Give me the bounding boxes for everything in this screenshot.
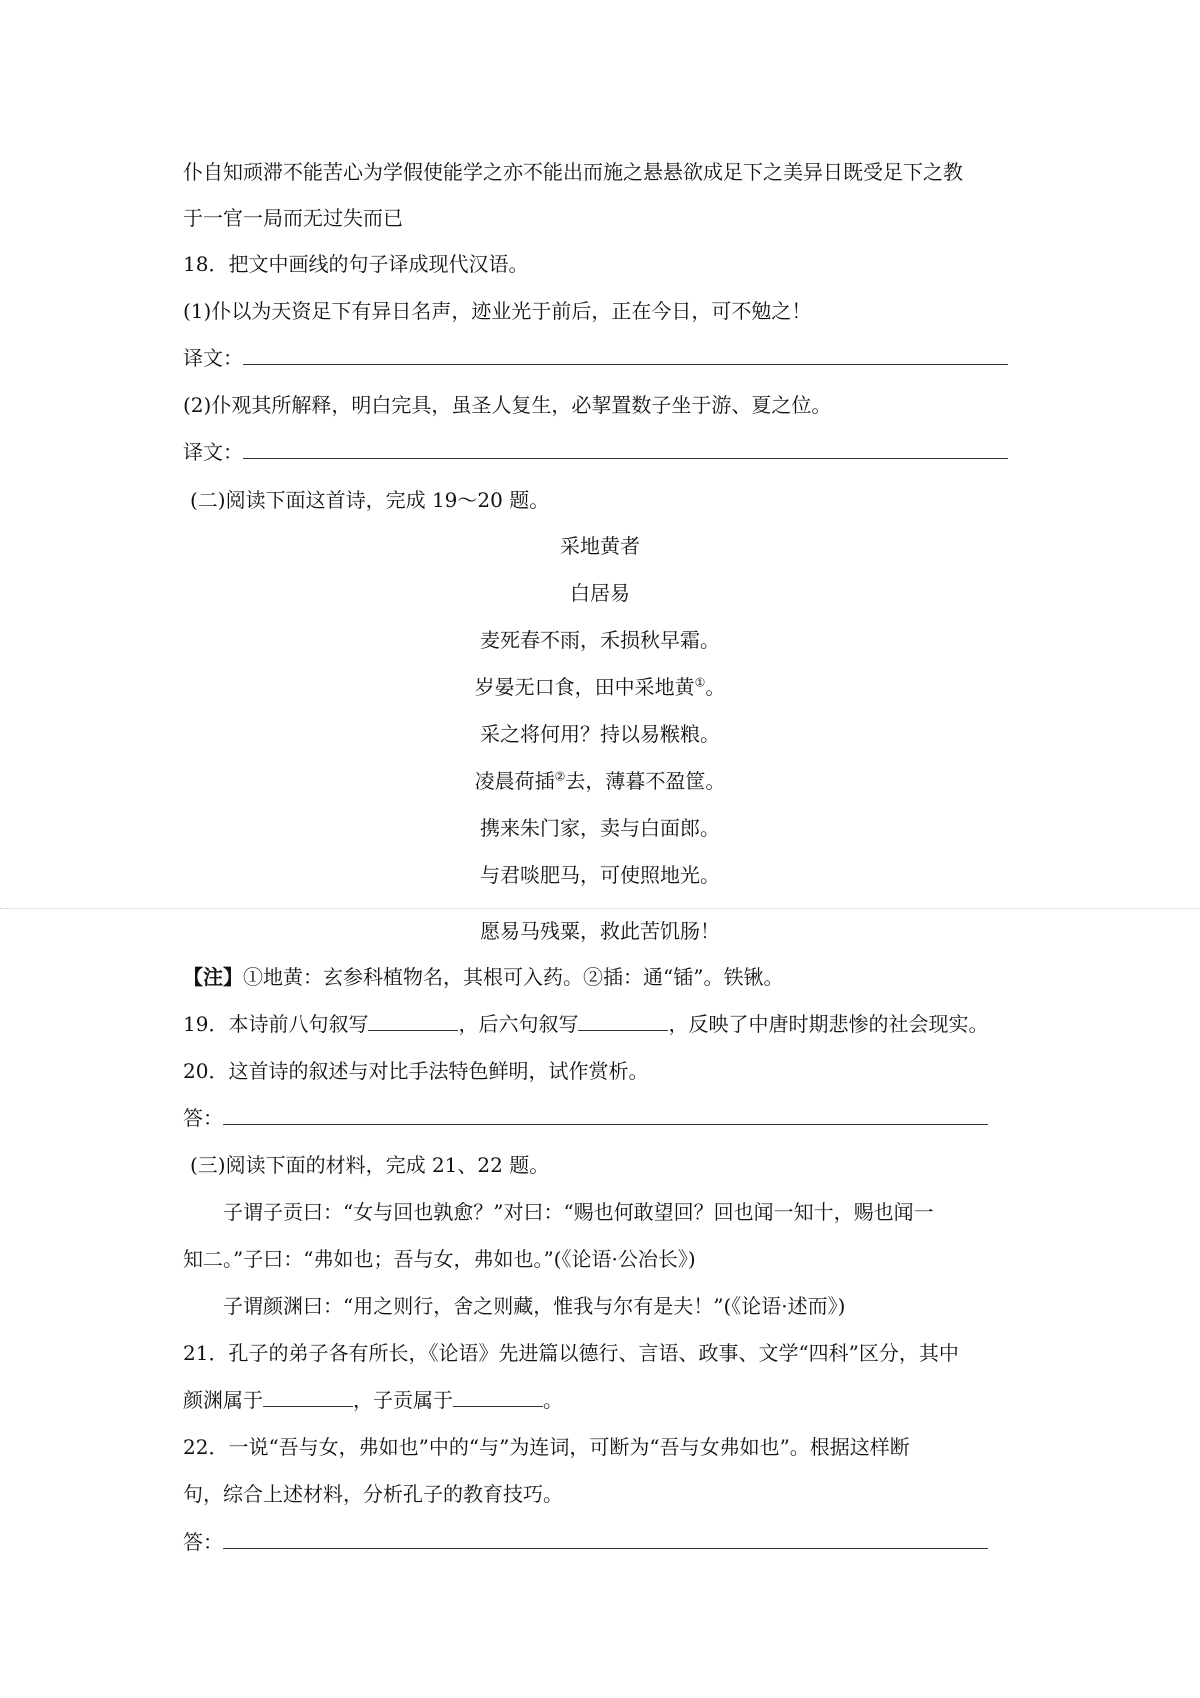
section-2-intro: (二)阅读下面这首诗，完成 19～20 题。: [190, 488, 550, 512]
footnote-marker: ①: [694, 675, 706, 690]
question-21-line-2: 颜渊属于 ，子贡属于 。: [183, 1388, 563, 1412]
poem-line: 与君啖肥马，可使照地光。: [480, 863, 720, 887]
question-20-answer: [183, 1104, 988, 1132]
answer-blank-22[interactable]: [223, 1530, 988, 1549]
poem-line: 愿易马残粟，救此苦饥肠！: [480, 919, 720, 943]
material-1-line-2: 知二。”子曰：“弗如也；吾与女，弗如也。”(《论语·公冶长》): [183, 1247, 696, 1271]
passage-line-2: 于一官一局而无过失而已: [183, 206, 403, 230]
material-1-line-1: 子谓子贡曰：“女与回也孰愈？”对曰：“赐也何敢望回？回也闻一知十，赐也闻一: [223, 1200, 934, 1224]
poem-line: 岁晏无口食，田中采地黄①。: [474, 675, 726, 699]
question-21-line-1: 21．孔子的弟子各有所长，《论语》先进篇以德行、言语、政事、文学“四科”区分，其中: [183, 1341, 959, 1365]
answer-label: 答：: [183, 1530, 223, 1554]
answer-blank-19-1[interactable]: [368, 1012, 458, 1031]
poem-author: 白居易: [570, 581, 630, 605]
poem-line: 采之将何用？持以易糇粮。: [480, 722, 720, 746]
question-22-line-2: 句，综合上述材料，分析孔子的教育技巧。: [183, 1482, 563, 1506]
answer-label: 译文：: [183, 346, 243, 370]
page-divider: [0, 908, 1200, 909]
question-18-answer-1: [183, 344, 1008, 372]
poem-line: 携来朱门家，卖与白面郎。: [480, 816, 720, 840]
poem-title: 采地黄者: [560, 534, 640, 558]
poem-line: 凌晨荷插②去，薄暮不盈筐。: [474, 769, 726, 793]
answer-blank-19-2[interactable]: [578, 1012, 668, 1031]
answer-blank-20[interactable]: [223, 1106, 988, 1125]
question-18-answer-2: [183, 438, 1008, 466]
answer-label: 译文：: [183, 440, 243, 464]
poem-note: [183, 963, 783, 991]
answer-label: 答：: [183, 1106, 223, 1130]
question-22-line-1: 22．一说“吾与女，弗如也”中的“与”为连词，可断为“吾与女弗如也”。根据这样断: [183, 1435, 910, 1459]
material-2: 子谓颜渊曰：“用之则行，舍之则藏，惟我与尔有是夫！”(《论语·述而》): [223, 1294, 846, 1318]
question-19: 19．本诗前八句叙写 ，后六句叙写 ，反映了中唐时期悲惨的社会现实。: [183, 1012, 989, 1036]
question-22-answer: [183, 1528, 988, 1556]
answer-blank-21-2[interactable]: [453, 1388, 543, 1407]
question-18-sentence-2: (2)仆观其所解释，明白完具，虽圣人复生，必挈置数子坐于游、夏之位。: [183, 393, 832, 417]
passage-line-1: 仆自知顽滞不能苦心为学假使能学之亦不能出而施之悬悬欲成足下之美异日既受足下之教: [183, 160, 963, 184]
note-tag: 【注】: [183, 965, 243, 989]
section-3-intro: (三)阅读下面的材料，完成 21、22 题。: [190, 1153, 550, 1177]
answer-blank-18-1[interactable]: [243, 346, 1008, 365]
question-18-stem: 18．把文中画线的句子译成现代汉语。: [183, 252, 529, 276]
question-18-sentence-1: (1)仆以为天资足下有异日名声，迹业光于前后，正在今日，可不勉之！: [183, 299, 812, 323]
poem-line: 麦死春不雨，禾损秋早霜。: [480, 628, 720, 652]
answer-blank-21-1[interactable]: [263, 1388, 353, 1407]
question-20: 20．这首诗的叙述与对比手法特色鲜明，试作赏析。: [183, 1059, 649, 1083]
note-text: ①地黄：玄参科植物名，其根可入药。②插：通“锸”。铁锹。: [243, 965, 784, 989]
answer-blank-18-2[interactable]: [243, 440, 1008, 459]
footnote-marker: ②: [554, 769, 566, 784]
